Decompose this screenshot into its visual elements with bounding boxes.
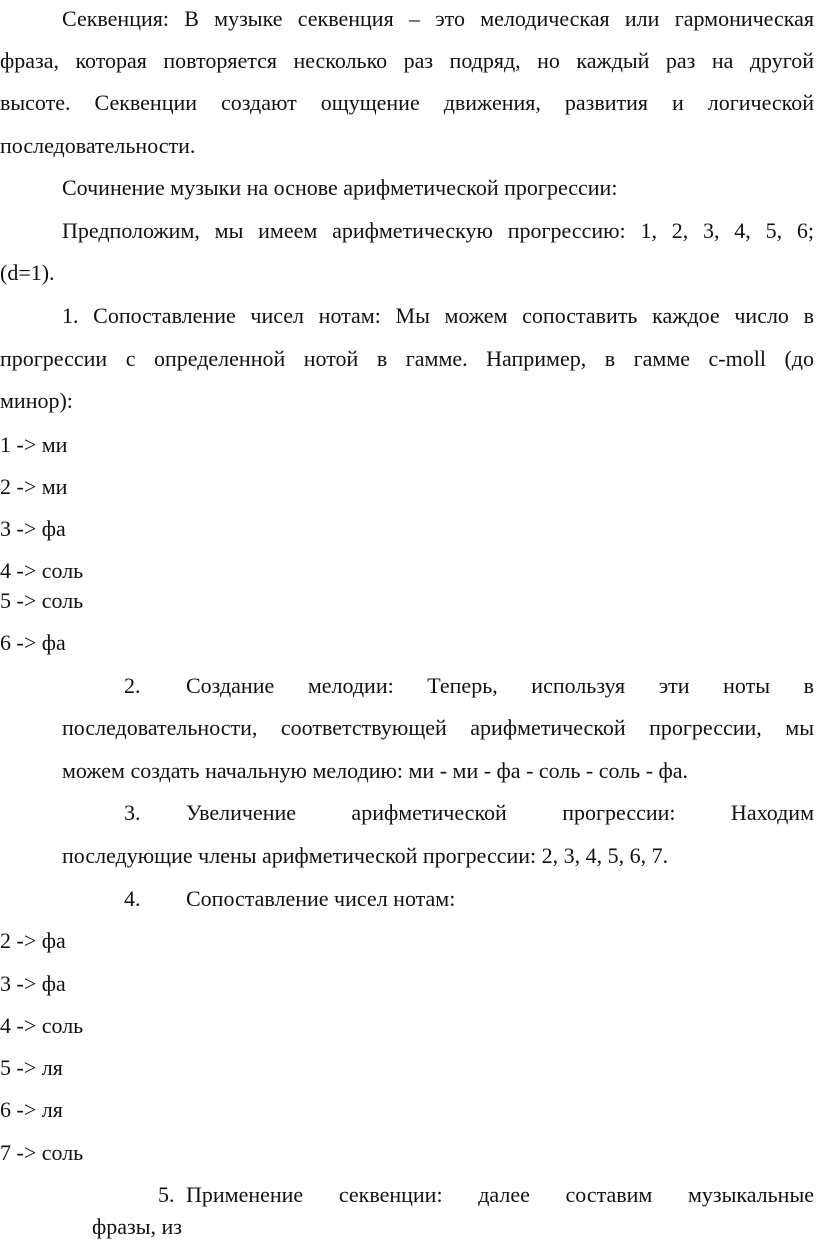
mapping-item: 3 -> фа — [0, 971, 66, 996]
mapping-item: 2 -> фа — [0, 928, 66, 953]
step-number: 5. — [158, 1182, 175, 1207]
mapping-item: 6 -> ля — [0, 1097, 63, 1122]
mapping-item: 4 -> соль — [0, 558, 84, 583]
paragraph-heading: Сочинение музыки на основе арифметической прогрессии: — [62, 175, 618, 200]
step-text-line: Применение секвенции: далее составим музыкальные — [186, 1182, 814, 1207]
paragraph-sequence-line: высоте. Секвенции создают ощущение движения, развития и логической — [0, 90, 814, 115]
step-text-line: Сопоставление чисел нотам: — [186, 886, 456, 911]
step-number: 3. — [124, 800, 141, 825]
step-text-line: Создание мелодии: Теперь, используя эти ноты в — [186, 673, 814, 698]
mapping-item: 5 -> соль — [0, 588, 84, 613]
step-text-line: Увеличение арифметической прогрессии: Находим — [186, 800, 814, 825]
mapping-item: 5 -> ля — [0, 1055, 63, 1080]
mapping-item: 7 -> соль — [0, 1140, 84, 1165]
mapping-item: 1 -> ми — [0, 432, 68, 457]
mapping-item: 3 -> фа — [0, 516, 66, 541]
paragraph-mapping-line: 1. Сопоставление чисел нотам: Мы можем сопоставить каждое число в — [62, 303, 814, 328]
step-text-line: последовательности, соответствующей арифметической прогрессии, мы — [62, 715, 814, 740]
step-text-line: можем создать начальную мелодию: ми - ми - фа - соль - соль - фа. — [62, 758, 689, 783]
paragraph-progression-line: Предположим, мы имеем арифметическую прогрессию: 1, 2, 3, 4, 5, 6; — [62, 218, 814, 243]
step-number: 4. — [124, 886, 141, 911]
mapping-item: 2 -> ми — [0, 474, 68, 499]
paragraph-sequence-line: Секвенция: В музыке секвенция – это мелодическая или гармоническая — [62, 6, 814, 31]
paragraph-sequence-line: последовательности. — [0, 133, 196, 158]
step-text-line: фразы, из — [92, 1214, 182, 1239]
paragraph-mapping-line: минор): — [0, 388, 73, 413]
mapping-item: 6 -> фа — [0, 630, 66, 655]
mapping-item: 4 -> соль — [0, 1013, 84, 1038]
step-text-line: последующие члены арифметической прогрессии: 2, 3, 4, 5, 6, 7. — [62, 843, 669, 868]
paragraph-sequence-line: фраза, которая повторяется несколько раз подряд, но каждый раз на другой — [0, 48, 814, 73]
paragraph-progression-line: (d=1). — [0, 260, 55, 285]
paragraph-mapping-line: прогрессии с определенной нотой в гамме. Например, в гамме c-moll (до — [0, 346, 814, 371]
step-number: 2. — [124, 673, 141, 698]
